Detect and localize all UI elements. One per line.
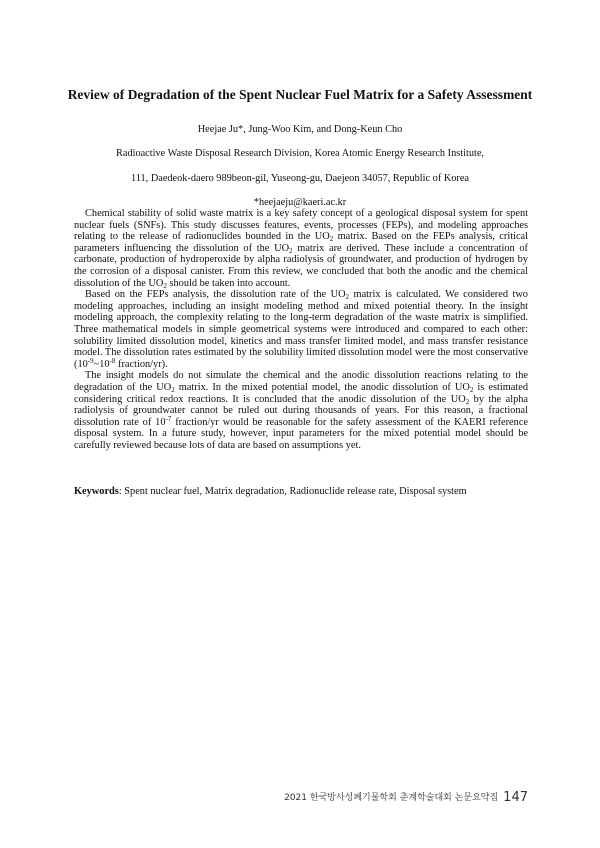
paper-title: Review of Degradation of the Spent Nuclear Fuel Matrix for a Safety Assessment (67, 87, 533, 102)
abstract-paragraph-2: Based on the FEPs analysis, the dissolution rate of the $UO_2$ matrix is calculated. We considered two modeling approaches, including an insight modeling method and mixed potential theory. In the insight modeling approach, the complexity relating to the long-term degradation of the waste matrix is simplified. Three mathematical models in simple geometrical systems were introduced and compared to each other: solubility limited dissolution model, kinetics and mass transfer limited model, and mass transfer resistance model. The dissolution rates estimated by the solubility limited dissolution model were the most conservative ($10^{-9}\sim 10^{-8}$ fraction/yr). (74, 289, 528, 370)
keywords-text: : Spent nuclear fuel, Matrix degradation, Radionuclide release rate, Disposal system (118, 486, 467, 497)
abstract-body (74, 208, 528, 451)
page-number: 147 (503, 790, 528, 805)
affiliation-line-1: Radioactive Waste Disposal Research Division, Korea Atomic Energy Research Institute, (116, 148, 484, 159)
keywords-label: Keywords (74, 486, 119, 497)
page-footer (284, 790, 528, 805)
author-list: Heejae Ju*, Jung-Woo Kim, and Dong-Keun Cho (197, 124, 403, 135)
keywords-line (74, 486, 534, 497)
corresponding-email: *heejaeju@kaeri.ac.kr (253, 197, 347, 208)
affiliation-line-2: 111, Daedeok-daero 989beon-gil, Yuseong-gu, Daejeon 34057, Republic of Korea (131, 173, 469, 184)
abstract-paragraph-3: The insight models do not simulate the chemical and the anodic dissolution reactions relating to the degradation of the $UO_2$ matrix. In the mixed potential model, the anodic dissolution of $UO_2$ is estimated considering critical redox reactions. It is concluded that the anodic dissolution of the $UO_2$ by the alpha radiolysis of groundwater cannot be ruled out during thousands of years. For this reason, a fractional dissolution rate of $10^{-7}$ fraction/yr would be reasonable for the safety assessment of the KAERI reference disposal system. In a future study, however, input parameters for the mixed potential model should be carefully reviewed because lots of data are based on assumptions yet. (74, 370, 529, 451)
proceedings-name: 2021 한국방사성폐기물학회 춘계학술대회 논문요약집 (284, 793, 499, 803)
abstract-paragraph-1: Chemical stability of solid waste matrix is a key safety concept of a geological disposal system for spent nuclear fuels (SNFs). This study discusses features, events, processes (FEPs), and modeling approaches relating to the release of radionuclides bounded in the $UO_2$ matrix. Based on the FEPs analysis, critical parameters influencing the dissolution of the $UO_2$ matrix are derived. These include a concentration of carbonate, production of hydroperoxide by alpha radiolysis of groundwater, and production of hydrogen by the corrosion of a disposal canister. From this review, we concluded that both the anodic and the chemical dissolution of the $UO_2$ should be taken into account. (74, 208, 529, 290)
